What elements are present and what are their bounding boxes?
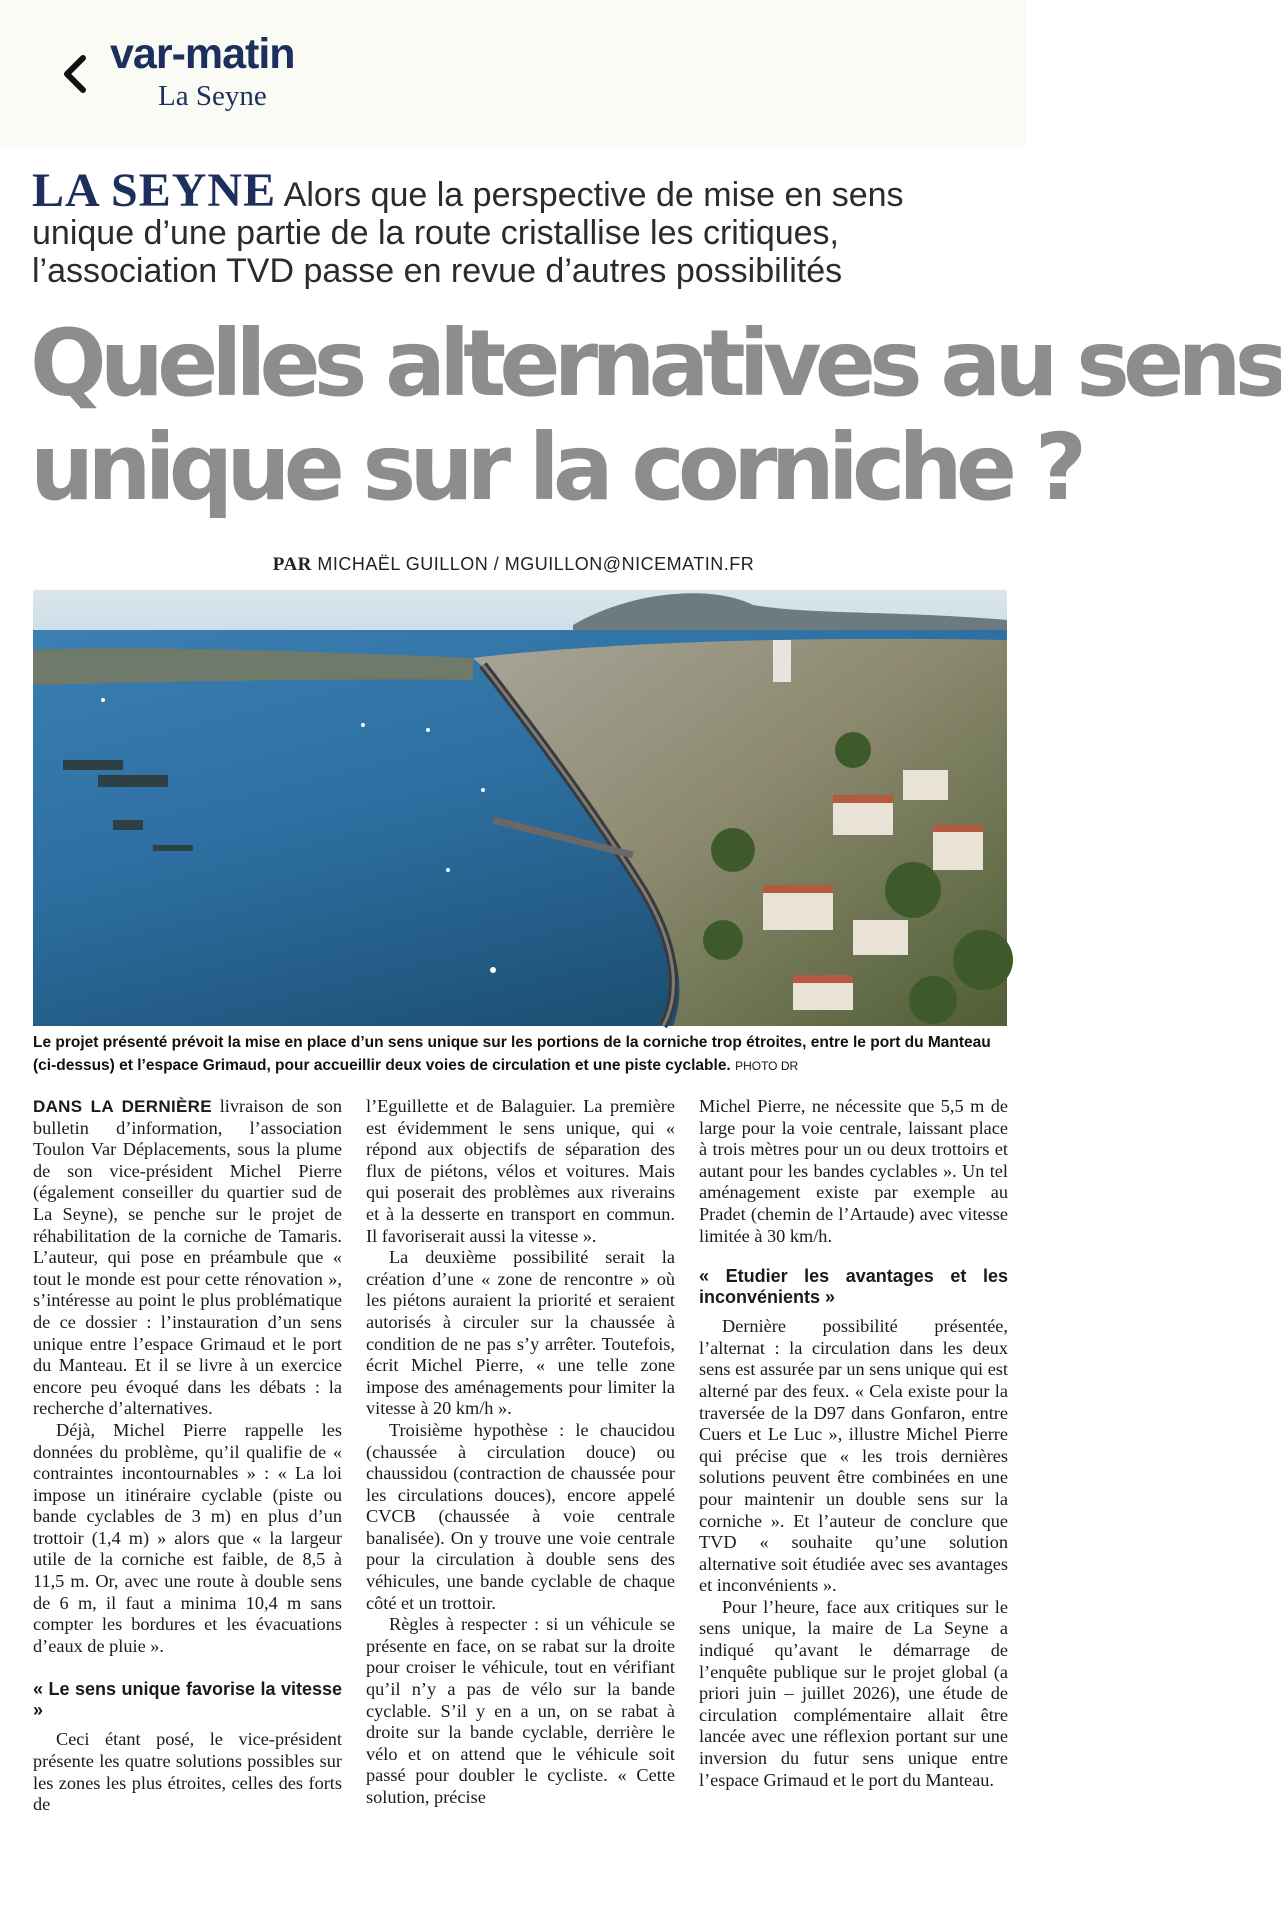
- article-column-3: [699, 1096, 1008, 1791]
- subheading: « Etudier les avantages et les inconvénients »: [699, 1266, 1008, 1308]
- paragraph: Michel Pierre, ne nécessite que 5,5 m de large pour la voie centrale, laissant place à trois mètres pour un ou deux trottoirs et autant pour les bandes cyclables ». Un tel aménagement existe par exemple au Pradet (chemin de l’Artaude) avec vitesse limitée à 30 km/h.: [699, 1096, 1008, 1246]
- photo-credit: PHOTO DR: [735, 1059, 799, 1073]
- paragraph: l’Eguillette et de Balaguier. La première est évidemment le sens unique, qui « répond aux objectifs de séparation des flux de piétons, vélos et voitures. Mais qui poserait des problèmes aux riverains et à la desserte en transport en commun. Il favoriserait aussi la vitesse ».: [366, 1096, 675, 1246]
- article-headline: [30, 310, 1281, 521]
- brand-logo[interactable]: var-matin: [110, 30, 295, 78]
- edition-label: La Seyne: [158, 80, 267, 112]
- lead-in: DANS LA DERNIÈRE: [33, 1097, 212, 1116]
- paragraph: Ceci étant posé, le vice-président présente les quatre solutions possibles sur les zones les plus étroites, celles des forts de: [33, 1729, 342, 1815]
- paragraph: Pour l’heure, face aux critiques sur le sens unique, la maire de La Seyne a indiqué qu’avant le démarrage de l’enquête publique sur le projet global (a priori juin – juillet 2026), une étude de circulation complémentaire allait être lancée avec une réflexion portant sur une inversion du futur sens unique entre l’espace Grimaud et le port du Manteau.: [699, 1596, 1008, 1790]
- article-column-1: [33, 1096, 342, 1816]
- paragraph: Règles à respecter : si un véhicule se présente en face, on se rabat sur la droite pour croiser le véhicule, tout en vérifiant qu’il n’y a pas de vélo sur la bande cyclable. S’il y en a un, on se rabat à droite sur la bande cyclable, derrière le vélo et on attend que le véhicule soit passé pour doubler le cycliste. « Cette solution, précise: [366, 1614, 675, 1807]
- kicker-text: Alors que la perspective de mise en sens unique d’une partie de la route cristallise les critiques, l’association TVD passe en revue d’autres possibilités: [32, 176, 904, 290]
- paragraph: Déjà, Michel Pierre rappelle les données du problème, qu’il qualifie de « contraintes incontournables » : « La loi impose un itinéraire cyclable (piste ou bande cyclables de 3 m) en plus d’un trottoir (1,4 m) » alors que « la largeur utile de la corniche est faible, de 8,5 à 11,5 m. Or, avec une route à double sens de 6 m, il faut a minima 10,4 m sans compter les bordures et les évacuations d’eaux de pluie ».: [33, 1419, 342, 1656]
- paragraph: DANS LA DERNIÈRE livraison de son bulletin d’information, l’association Toulon Var Déplacements, sous la plume de son vice-président Michel Pierre (également conseiller du quartier sud de La Seyne), se penche sur le projet de réhabilitation de la corniche de Tamaris. L’auteur, qui pose en préambule que « tout le monde est pour cette rénovation », s’intéresse au point le plus problématique de ce dossier : l’instauration d’un sens unique entre l’espace Grimaud et le port du Manteau. Et il se livre à un exercice encore peu évoqué dans les débats : la recherche d’alternatives.: [33, 1096, 342, 1419]
- headline-line-2: unique sur la corniche ?: [30, 414, 1081, 521]
- byline-author: MICHAËL GUILLON / MGUILLON@NICEMATIN.FR: [317, 554, 755, 574]
- paragraph: Dernière possibilité présentée, l’alternat : la circulation dans les deux sens est assurée par un sens unique qui est alterné par des feux. « Cela existe pour la traversée de la D97 dans Gonfaron, entre Cuers et Le Luc », illustre Michel Pierre qui précise que « les trois dernières solutions peuvent être combinées en une pour maintenir un double sens sur la corniche ». Et l’auteur de conclure que TVD « souhaite qu’une solution alternative soit étudiée avec ses avantages et inconvénients ».: [699, 1316, 1008, 1596]
- aerial-coast-photo: [33, 590, 1007, 1026]
- caption-text: Le projet présenté prévoit la mise en place d’un sens unique sur les portions de la corniche trop étroites, entre le port du Manteau (ci-dessus) et l’espace Grimaud, pour accueillir deux voies de circulation et une piste cyclable.: [33, 1034, 991, 1074]
- app-header: [0, 0, 1027, 147]
- chevron-left-icon[interactable]: [56, 50, 92, 98]
- paragraph: La deuxième possibilité serait la création d’une « zone de rencontre » où les piétons auraient la priorité et seraient autorisés à circuler sur la chaussée à condition de ne pas s’y arrêter. Toutefois, écrit Michel Pierre, « une telle zone impose des aménagements pour limiter la vitesse à 20 km/h ».: [366, 1247, 675, 1419]
- article-kicker: [32, 164, 1002, 290]
- byline: [0, 554, 1027, 576]
- subheading: « Le sens unique favorise la vitesse »: [33, 1679, 342, 1721]
- byline-prefix: PAR: [272, 554, 312, 575]
- headline-line-1: Quelles alternatives au sens: [30, 310, 1281, 417]
- paragraph: Troisième hypothèse : le chaucidou (chaussée à circulation douce) ou chaussidou (contraction de chaussée pour les circulations douces), encore appelé CVCB (chaussée à voie centrale banalisée). On y trouve une voie centrale pour la circulation à double sens des véhicules, une bande cyclable de chaque côté et un trottoir.: [366, 1419, 675, 1613]
- article-column-2: [366, 1096, 675, 1809]
- kicker-place: LA SEYNE: [32, 164, 277, 217]
- photo-caption: [33, 1031, 1007, 1078]
